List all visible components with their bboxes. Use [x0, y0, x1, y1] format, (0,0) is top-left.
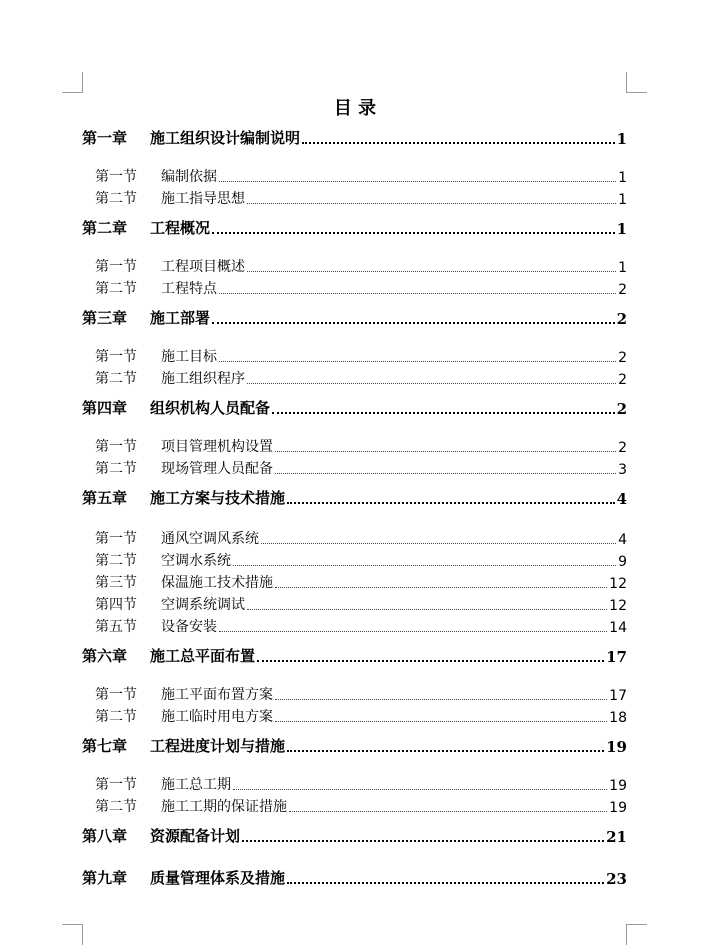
toc-entry-number: 第九章: [82, 869, 128, 887]
toc-dot-leader: [233, 789, 607, 790]
toc-entry-page: 2: [618, 350, 627, 366]
toc-dot-leader: [272, 412, 615, 414]
toc-entry-number: 第一节: [95, 439, 137, 455]
toc-entry-number: 第二章: [82, 219, 128, 237]
toc-chapter-entry[interactable]: [82, 644, 627, 666]
toc-entry-page: 9: [618, 554, 627, 570]
toc-dot-leader: [287, 882, 604, 884]
toc-entry-page: 18: [609, 710, 627, 726]
toc-section-entry[interactable]: [95, 550, 627, 570]
toc-chapter-entry[interactable]: [82, 824, 627, 846]
toc-entry-title: 现场管理人员配备: [161, 461, 273, 477]
toc-entry-number: 第一节: [95, 259, 137, 275]
toc-entry-number: 第二节: [95, 461, 137, 477]
toc-chapter-entry[interactable]: [82, 306, 627, 328]
toc-entry-page: 1: [618, 192, 627, 208]
toc-dot-leader: [289, 811, 607, 812]
toc-entry-title: 保温施工技术措施: [161, 575, 273, 591]
toc-dot-leader: [275, 473, 616, 474]
toc-entry-page: 23: [606, 870, 627, 888]
toc-section-entry[interactable]: [95, 256, 627, 276]
toc-entry-title: 施工方案与技术措施: [150, 489, 286, 507]
toc-dot-leader: [287, 750, 604, 752]
toc-entry-page: 1: [616, 220, 627, 238]
toc-dot-leader: [219, 361, 616, 362]
toc-entry-number: 第一章: [82, 129, 128, 147]
toc-dot-leader: [275, 699, 607, 700]
toc-section-entry[interactable]: [95, 684, 627, 704]
toc-section-entry[interactable]: [95, 616, 627, 636]
toc-entry-title: 空调系统调试: [161, 597, 245, 613]
toc-entry-page: 12: [609, 576, 627, 592]
toc-entry-number: 第五节: [95, 619, 137, 635]
toc-entry-number: 第二节: [95, 799, 137, 815]
toc-dot-leader: [275, 587, 607, 588]
toc-entry-page: 19: [609, 800, 627, 816]
toc-entry-title: 编制依据: [161, 169, 217, 185]
toc-entry-number: 第二节: [95, 191, 137, 207]
toc-dot-leader: [219, 293, 616, 294]
toc-entry-title: 工程项目概述: [161, 259, 245, 275]
toc-entry-page: 12: [609, 598, 627, 614]
toc-section-entry[interactable]: [95, 706, 627, 726]
toc-entry-title: 施工组织程序: [161, 371, 245, 387]
toc-entry-title: 施工总平面布置: [150, 647, 256, 665]
toc-section-entry[interactable]: [95, 188, 627, 208]
toc-entry-number: 第二节: [95, 281, 137, 297]
toc-entry-number: 第一节: [95, 169, 137, 185]
toc-section-entry[interactable]: [95, 528, 627, 548]
toc-entry-title: 资源配备计划: [150, 827, 241, 845]
toc-entry-page: 21: [606, 828, 627, 846]
toc-entry-page: 2: [618, 282, 627, 298]
toc-entry-number: 第五章: [82, 489, 128, 507]
toc-dot-leader: [247, 271, 616, 272]
toc-section-entry[interactable]: [95, 278, 627, 298]
toc-entry-page: 2: [618, 372, 627, 388]
toc-section-entry[interactable]: [95, 436, 627, 456]
toc-dot-leader: [219, 181, 616, 182]
toc-section-entry[interactable]: [95, 572, 627, 592]
toc-entry-page: 1: [616, 130, 627, 148]
margin-corner-top-right: [626, 72, 647, 93]
toc-entry-title: 施工工期的保证措施: [161, 799, 287, 815]
toc-section-entry[interactable]: [95, 166, 627, 186]
toc-entry-page: 2: [616, 400, 627, 418]
toc-entry-title: 空调水系统: [161, 553, 231, 569]
toc-entry-page: 3: [618, 462, 627, 478]
toc-entry-title: 质量管理体系及措施: [150, 869, 286, 887]
toc-entry-number: 第一节: [95, 531, 137, 547]
margin-corner-bottom-right: [626, 924, 647, 945]
toc-entry-title: 施工平面布置方案: [161, 687, 273, 703]
toc-chapter-entry[interactable]: [82, 126, 627, 148]
toc-entry-title: 通风空调风系统: [161, 531, 259, 547]
toc-entry-number: 第二节: [95, 709, 137, 725]
toc-entry-number: 第三章: [82, 309, 128, 327]
toc-dot-leader: [257, 660, 604, 662]
toc-entry-title: 工程概况: [150, 219, 211, 237]
toc-entry-page: 19: [606, 738, 627, 756]
toc-entry-title: 施工部署: [150, 309, 211, 327]
toc-chapter-entry[interactable]: [82, 866, 627, 888]
toc-chapter-entry[interactable]: [82, 216, 627, 238]
toc-dot-leader: [261, 543, 616, 544]
toc-entry-page: 1: [618, 170, 627, 186]
toc-entry-number: 第二节: [95, 371, 137, 387]
toc-entry-title: 施工指导思想: [161, 191, 245, 207]
toc-entry-number: 第三节: [95, 575, 137, 591]
toc-section-entry[interactable]: [95, 594, 627, 614]
toc-dot-leader: [247, 609, 607, 610]
toc-dot-leader: [247, 383, 616, 384]
toc-section-entry[interactable]: [95, 346, 627, 366]
toc-entry-page: 17: [606, 648, 627, 666]
margin-corner-top-left: [62, 72, 83, 93]
toc-section-entry[interactable]: [95, 368, 627, 388]
toc-entry-number: 第一节: [95, 777, 137, 793]
toc-dot-leader: [212, 322, 615, 324]
toc-entry-page: 2: [616, 310, 627, 328]
toc-dot-leader: [287, 502, 615, 504]
toc-section-entry[interactable]: [95, 774, 627, 794]
toc-dot-leader: [233, 565, 616, 566]
toc-entry-number: 第一节: [95, 687, 137, 703]
toc-entry-title: 组织机构人员配备: [150, 399, 271, 417]
toc-dot-leader: [212, 232, 615, 234]
margin-corner-bottom-left: [62, 924, 83, 945]
toc-dot-leader: [242, 840, 604, 842]
toc-dot-leader: [275, 451, 616, 452]
toc-chapter-entry[interactable]: [82, 734, 627, 756]
toc-dot-leader: [275, 721, 607, 722]
toc-entry-title: 工程特点: [161, 281, 217, 297]
toc-entry-number: 第二节: [95, 553, 137, 569]
toc-entry-title: 工程进度计划与措施: [150, 737, 286, 755]
toc-entry-page: 19: [609, 778, 627, 794]
toc-section-entry[interactable]: [95, 796, 627, 816]
toc-entry-page: 1: [618, 260, 627, 276]
toc-title: 目 录: [333, 98, 377, 119]
toc-entry-title: 施工目标: [161, 349, 217, 365]
toc-entry-title: 施工总工期: [161, 777, 231, 793]
toc-dot-leader: [219, 631, 607, 632]
toc-entry-number: 第七章: [82, 737, 128, 755]
toc-entry-title: 项目管理机构设置: [161, 439, 273, 455]
toc-entry-number: 第四章: [82, 399, 128, 417]
toc-section-entry[interactable]: [95, 458, 627, 478]
toc-entry-page: 4: [618, 532, 627, 548]
toc-entry-number: 第六章: [82, 647, 128, 665]
toc-entry-number: 第四节: [95, 597, 137, 613]
toc-entry-page: 2: [618, 440, 627, 456]
toc-entry-page: 4: [616, 490, 627, 508]
toc-chapter-entry[interactable]: [82, 396, 627, 418]
toc-entry-page: 17: [609, 688, 627, 704]
toc-entry-page: 14: [609, 620, 627, 636]
toc-dot-leader: [247, 203, 616, 204]
toc-entry-title: 施工组织设计编制说明: [150, 129, 301, 147]
toc-dot-leader: [302, 142, 615, 144]
toc-entry-title: 设备安装: [161, 619, 217, 635]
toc-entry-title: 施工临时用电方案: [161, 709, 273, 725]
toc-chapter-entry[interactable]: [82, 486, 627, 508]
toc-entry-number: 第八章: [82, 827, 128, 845]
toc-entry-number: 第一节: [95, 349, 137, 365]
